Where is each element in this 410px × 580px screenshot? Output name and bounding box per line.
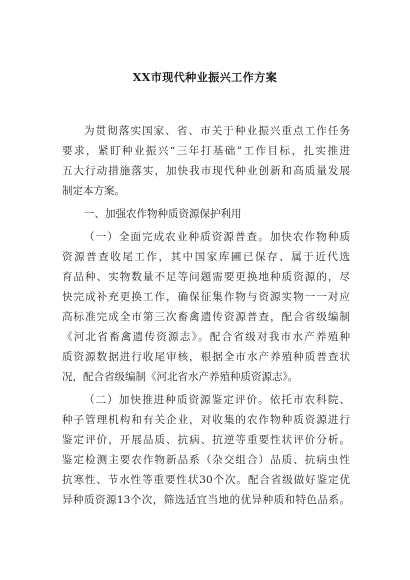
paragraph-line: 资源普查收尾工作，其中国家库圃已保存、属于近代选 bbox=[62, 251, 350, 263]
paragraph-line: 《河北省畜禽遗传资源志》。配合省级对我市水产养殖种 bbox=[62, 331, 350, 343]
paragraph-line: 异种质资源13个次，筛选适宜当地的优异种质和特色品系。 bbox=[62, 494, 350, 506]
paragraph-line: 快完成补充更换工作，确保征集作物与资源实物一一对应 bbox=[62, 291, 350, 303]
document-title: XX市现代种业振兴工作方案 bbox=[132, 71, 278, 84]
paragraph-line: 种子管理机构和有关企业，对收集的农作物种质资源进行 bbox=[62, 414, 350, 426]
paragraph-line: 制定本方案。 bbox=[62, 185, 125, 197]
paragraph-line: 高标准完成全市第三次畜禽遗传资源普查，配合省级编制 bbox=[62, 311, 350, 323]
paragraph-line: 育品种、实物数量不足等问题需要更换地种质资源的，尽 bbox=[62, 271, 350, 283]
paragraph-line: （二）加快推进种质资源鉴定评价。依托市农科院、 bbox=[84, 394, 350, 406]
paragraph-line: （一）全面完成农业种质资源普查。加快农作物种质 bbox=[84, 231, 350, 243]
paragraph-line: 要求，紧盯种业振兴“三年打基础”工作目标，扎实推进 bbox=[62, 145, 350, 157]
paragraph-line: 为贯彻落实国家、省、市关于种业振兴重点工作任务 bbox=[84, 125, 350, 137]
paragraph-line: 况，配合省级编制《河北省水产养殖种质资源志》。 bbox=[62, 371, 299, 383]
paragraph-line: 五大行动措施落实，加快我市现代种业创新和高质量发展 bbox=[62, 165, 350, 177]
paragraph-line: 鉴定评价，开展品质、抗病、抗逆等重要性状评价分析。 bbox=[62, 434, 350, 446]
paragraph-line: 质资源数据进行收尾审核，根据全市水产养殖种质普查状 bbox=[62, 351, 350, 363]
paragraph-line: 鉴定检测主要农作物新品系（杂交组合）品质、抗病虫性 bbox=[62, 454, 350, 466]
section-heading: 一、加强农作物种质资源保护利用 bbox=[84, 208, 242, 220]
paragraph-line: 抗寒性、节水性等重要性状30个次。配合省级做好鉴定优 bbox=[62, 474, 350, 486]
